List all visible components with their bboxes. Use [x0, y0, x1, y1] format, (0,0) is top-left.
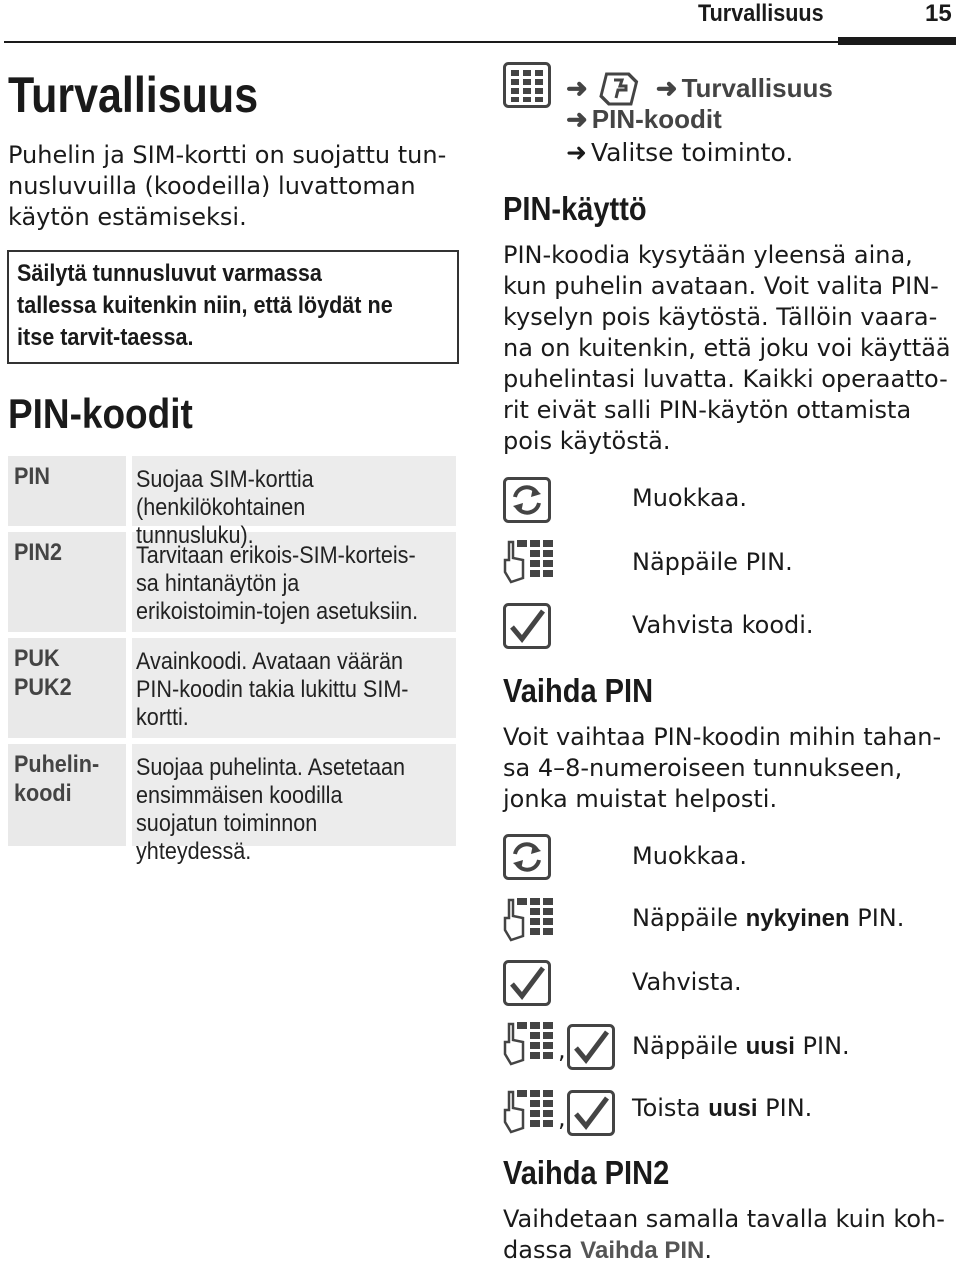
step-text: Muokkaa.	[632, 484, 748, 512]
note-box	[7, 250, 459, 364]
arrow-right-icon: ➜	[566, 72, 588, 103]
change-pin2-paragraph: Vaihdetaan samalla tavalla kuin koh-dassa Vaihda PIN.	[503, 1205, 945, 1264]
step-text: Näppäile PIN.	[632, 548, 793, 576]
code-cell: Puhelin-koodi	[14, 751, 100, 807]
checkmark-softkey-icon	[503, 960, 551, 1006]
pin-use-heading: PIN-käyttö	[503, 190, 647, 227]
pin-codes-table	[8, 456, 456, 865]
table-row	[8, 532, 456, 632]
change-pin-paragraph: Voit vaihtaa PIN-koodin mihin tahan-sa 4–8-numeroiseen tunnukseen, jonka muistat helposti.	[503, 723, 942, 813]
checkmark-softkey-icon	[567, 1090, 615, 1136]
menu-grid-icon	[503, 62, 551, 108]
table-row	[8, 456, 456, 549]
change-pin-link[interactable]: Vaihda PIN	[580, 1237, 705, 1264]
arrow-right-icon: ➜	[655, 72, 678, 103]
note-text: Säilytä tunnusluvut varmassa tallessa kuitenkin niin, että löydät ne itse tarvit-taessa.	[17, 260, 393, 351]
step-text: Näppäile nykyinen PIN.	[632, 904, 905, 932]
description-cell: Avainkoodi. Avataan väärän PIN-koodin takia lukittu SIM-kortti.	[126, 638, 456, 738]
step-text: Vahvista koodi.	[632, 611, 814, 639]
change-pin-heading: Vaihda PIN	[503, 672, 654, 709]
checkmark-softkey-icon	[503, 603, 551, 649]
header-rule-accent	[838, 37, 956, 45]
pin-codes-heading: PIN-koodit	[8, 390, 193, 437]
keypad-icon	[503, 538, 557, 584]
nav-step-security[interactable]: Turvallisuus	[681, 72, 833, 103]
table-row	[8, 744, 456, 865]
arrow-right-icon: ➜	[566, 104, 588, 134]
step-text: Toista uusi PIN.	[632, 1094, 813, 1122]
separator-comma: ,	[558, 1036, 566, 1064]
nav-step-pin-codes[interactable]: PIN-koodit	[591, 104, 722, 134]
keypad-icon	[503, 1020, 557, 1066]
code-cell: PUK PUK2	[14, 645, 72, 701]
description-cell: Suojaa puhelinta. Asetetaan ensimmäisen koodilla suojatun toiminnon yhteydessä.	[126, 744, 456, 846]
separator-comma: ,	[558, 1104, 566, 1132]
nav-step-select: Valitse toiminto.	[590, 138, 794, 167]
intro-paragraph: Puhelin ja SIM-kortti on suojattu tun-nusluvuilla (koodeilla) luvattoman käytön estämiseksi.	[8, 141, 447, 231]
step-text: Näppäile uusi PIN.	[632, 1032, 850, 1060]
step-text: Muokkaa.	[632, 842, 748, 870]
code-cell: PIN2	[14, 539, 63, 566]
keypad-icon	[503, 1088, 557, 1134]
nav-path-line	[566, 104, 722, 135]
arrow-right-icon: ➜	[566, 138, 587, 167]
section-title: Turvallisuus	[8, 67, 259, 123]
table-row	[8, 638, 456, 738]
keypad-icon	[503, 896, 557, 942]
running-header-title: Turvallisuus	[698, 0, 824, 27]
description-cell: Suojaa SIM-korttia (henkilökohtainen tunnusluku).	[126, 456, 456, 526]
header-rule	[4, 41, 956, 43]
pin-use-paragraph: PIN-koodia kysytään yleensä aina, kun puhelin avataan. Voit valita PIN-kyselyn pois käytöstä. Tällöin vaara-na on kuitenkin, että joku voi käyttää puhelintasi luvatta. Kaikki operaatto-rit eivät salli PIN-käytön ottamista pois käytöstä.	[503, 241, 951, 455]
step-text: Vahvista.	[632, 968, 742, 996]
change-pin2-heading: Vaihda PIN2	[503, 1154, 670, 1191]
nav-path-line	[566, 138, 793, 167]
code-cell: PIN	[14, 463, 51, 490]
description-cell: Tarvitaan erikois-SIM-korteis-sa hintanäytön ja erikoistoimin-tojen asetuksiin.	[126, 532, 456, 632]
edit-softkey-icon	[503, 477, 551, 523]
edit-softkey-icon	[503, 834, 551, 880]
page-number: 15	[925, 0, 952, 27]
checkmark-softkey-icon	[567, 1024, 615, 1070]
